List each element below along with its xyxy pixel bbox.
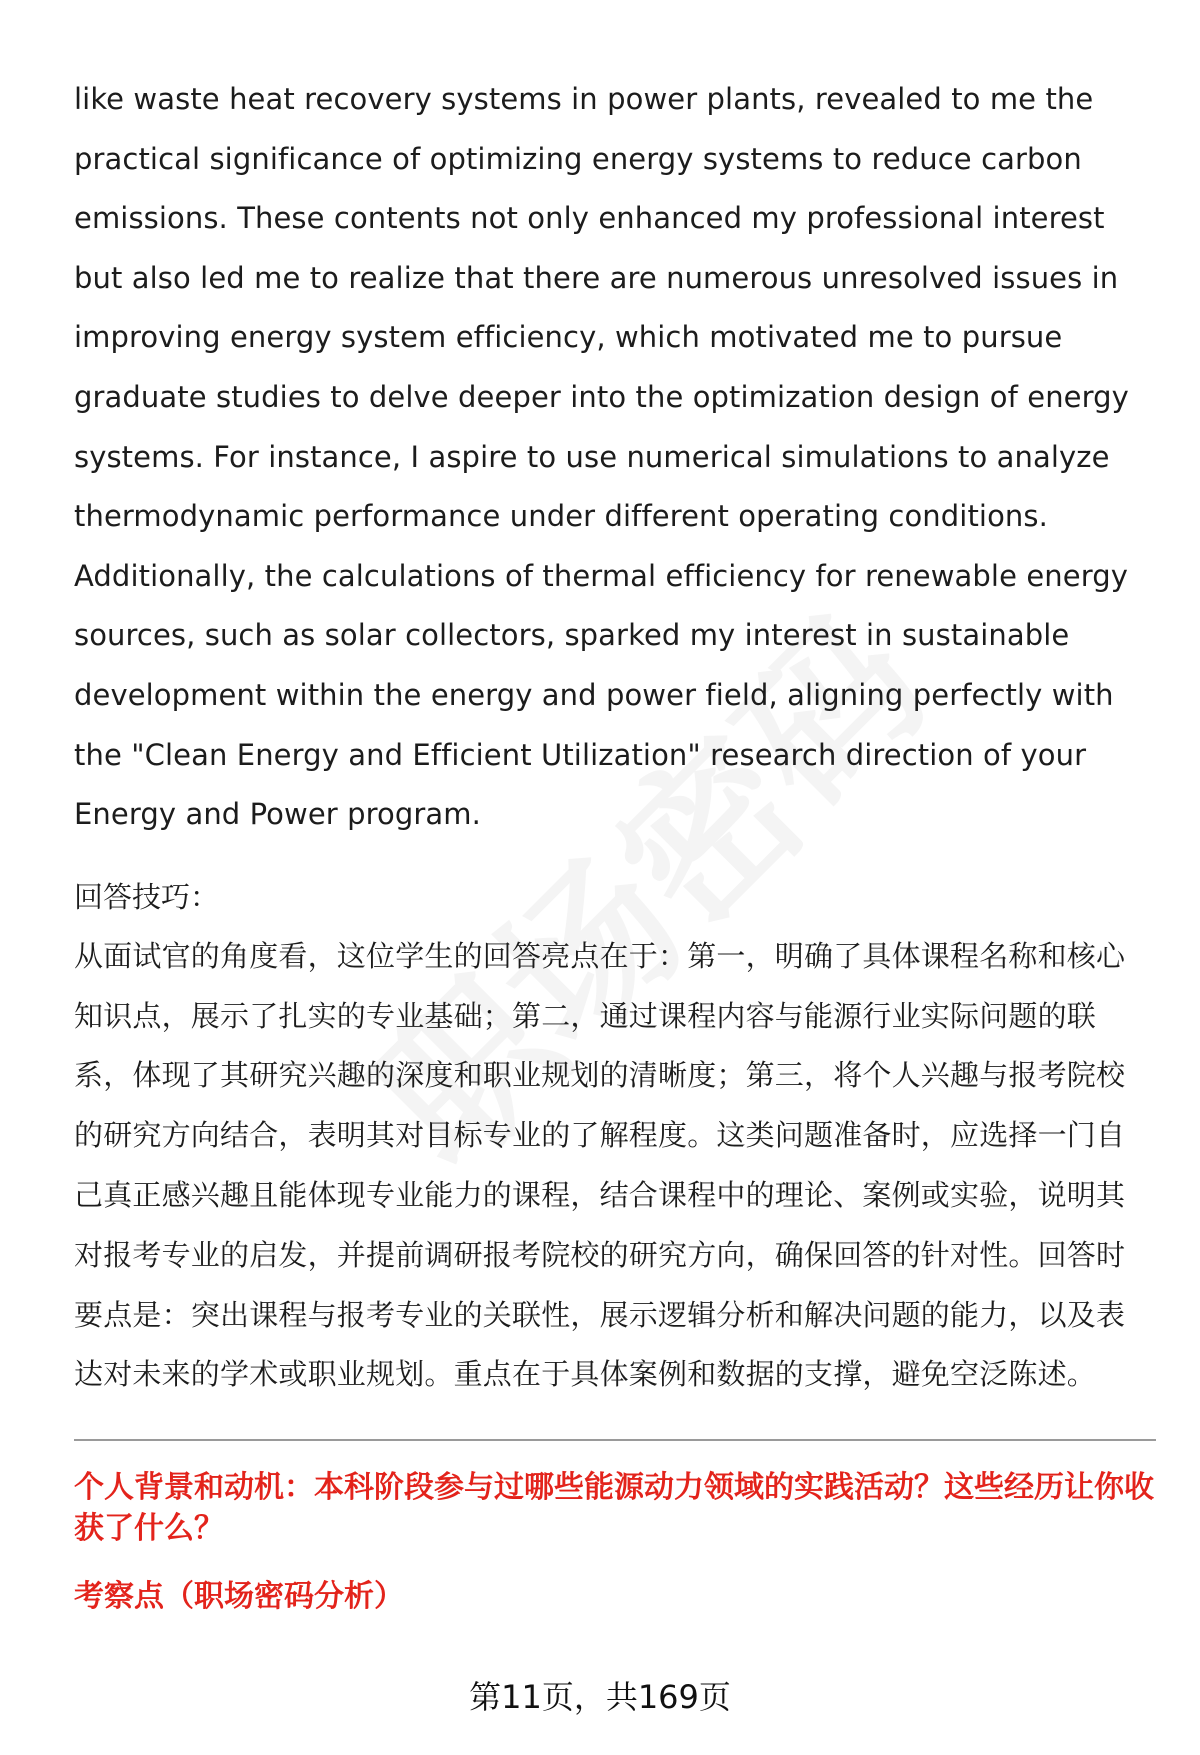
- page-indicator: 第11页，共169页: [469, 1678, 731, 1716]
- assessment-point-heading: 考察点（职场密码分析）: [74, 1579, 404, 1615]
- tips-label: 回答技巧：: [74, 879, 220, 914]
- tips-paragraph: 从面试官的角度看，这位学生的回答亮点在于：第一，明确了具体课程名称和核心知识点，展示了扎实的专业基础；第二，通过课程内容与能源行业实际问题的联系，体现了其研究兴趣的深度和职业规划的清晰度；第三，将个人兴趣与报考院校的研究方向结合，表明其对目标专业的了解程度。这类问题准备时，应选择一门自己真正感兴趣且能体现专业能力的课程，结合课程中的理论、案例或实验，说明其对报考专业的启发，并提前调研报考院校的研究方向，确保回答的针对性。回答时要点是：突出课程与报考专业的关联性，展示逻辑分析和解决问题的能力，以及表达对未来的学术或职业规划。重点在于具体案例和数据的支撑，避免空泛陈述。: [74, 938, 1126, 1392]
- section-divider: [74, 1439, 1156, 1441]
- next-question-title: 个人背景和动机：本科阶段参与过哪些能源动力领域的实践活动？这些经历让你收获了什么？: [74, 1470, 1154, 1547]
- english-answer-paragraph: like waste heat recovery systems in power plants, revealed to me the practical significance of optimizing energy systems to reduce carbon emissions. These contents not only enhanced my professional interest but also led me to realize that there are numerous unresolved issues in improving energy system efficiency, which motivated me to pursue graduate studies to delve deeper into the optimization design of energy systems. For instance, I aspire to use numerical simulations to analyze thermodynamic performance under different operating conditions. Additionally, the calculations of thermal efficiency for renewable energy sources, such as solar collectors, sparked my interest in sustainable development within the energy and power field, aligning perfectly with the "Clean Energy and Efficient Utilization" research direction of your Energy and Power program.: [74, 82, 1129, 832]
- document-page: [74, 70, 1154, 1617]
